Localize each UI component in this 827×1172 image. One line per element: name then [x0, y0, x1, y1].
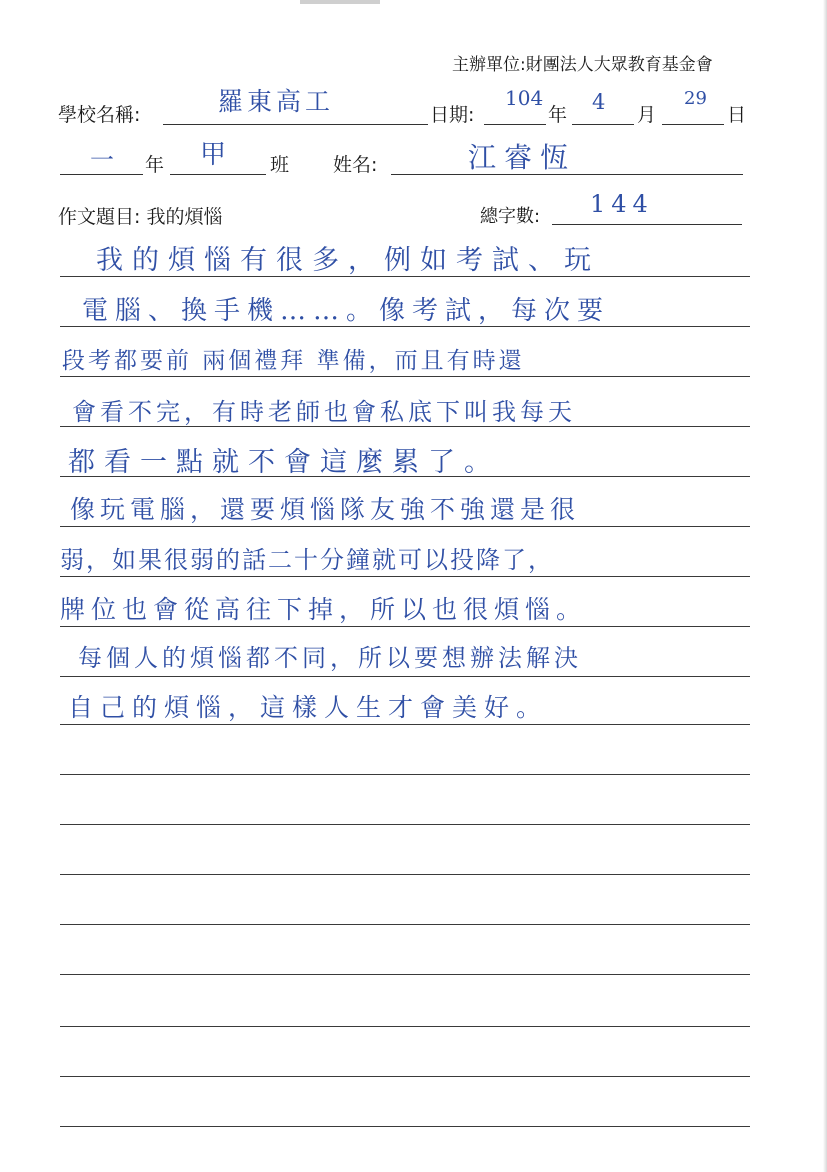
wordcount-underline	[552, 224, 742, 225]
year-underline	[484, 124, 546, 125]
month-label: 月	[637, 104, 657, 126]
date-year-value: 104	[505, 86, 544, 110]
ruled-line	[60, 724, 750, 725]
grade-label: 年	[145, 154, 165, 176]
ruled-line	[60, 576, 750, 577]
ruled-line	[60, 1026, 750, 1027]
ruled-line	[60, 1126, 750, 1127]
ruled-line	[60, 974, 750, 975]
school-value: 羅東高工	[218, 87, 335, 116]
ruled-line	[60, 526, 750, 527]
essay-line: 像玩電腦，還要煩惱隊友強不強還是很	[70, 495, 581, 524]
class-underline	[170, 174, 266, 175]
ruled-line	[60, 476, 750, 477]
ruled-line	[60, 824, 750, 825]
school-underline	[163, 124, 428, 125]
essay-line: 都看一點就不會這麼累了。	[68, 447, 500, 478]
essay-line: 弱，如果很弱的話二十分鐘就可以投降了，	[60, 546, 554, 574]
school-label: 學校名稱:	[58, 104, 141, 126]
ruled-line	[60, 676, 750, 677]
essay-line: 自己的煩惱，這樣人生才會美好。	[68, 693, 549, 722]
class-value: 甲	[200, 140, 231, 170]
grade-value: 一	[90, 146, 118, 174]
ruled-line	[60, 774, 750, 775]
wordcount-value: 144	[590, 190, 654, 218]
essay-line: 電腦、換手機……。像考試，每次要	[82, 296, 611, 326]
month-underline	[572, 124, 634, 125]
essay-line: 段考都要前 兩個禮拜 準備，而且有時還	[62, 348, 525, 374]
year-label: 年	[548, 104, 568, 126]
date-day-value: 29	[684, 88, 707, 109]
topic-label: 作文題目: 我的煩惱	[58, 206, 223, 228]
scan-edge-shadow	[823, 0, 827, 1172]
name-value: 江睿恆	[468, 141, 577, 174]
day-label: 日	[727, 104, 747, 126]
essay-line: 會看不完，有時老師也會私底下叫我每天	[72, 398, 576, 426]
name-label: 姓名:	[333, 154, 378, 176]
wordcount-label: 總字數:	[480, 206, 541, 227]
date-month-value: 4	[592, 90, 606, 114]
ruled-line	[60, 276, 750, 277]
ruled-line	[60, 874, 750, 875]
ruled-line	[60, 376, 750, 377]
date-label: 日期:	[430, 104, 475, 126]
ruled-line	[60, 626, 750, 627]
essay-line: 牌位也會從高往下掉，所以也很煩惱。	[60, 595, 588, 624]
essay-line: 每個人的煩惱都不同，所以要想辦法解決	[78, 644, 582, 672]
ruled-line	[60, 924, 750, 925]
essay-line: 我的煩惱有很多，例如考試、玩	[96, 245, 600, 276]
ruled-line	[60, 426, 750, 427]
ruled-line	[60, 1076, 750, 1077]
class-label: 班	[270, 154, 290, 176]
scan-top-mark	[300, 0, 380, 4]
ruled-line	[60, 326, 750, 327]
organizer-text: 主辦單位:財團法人大眾教育基金會	[452, 55, 713, 75]
day-underline	[662, 124, 724, 125]
